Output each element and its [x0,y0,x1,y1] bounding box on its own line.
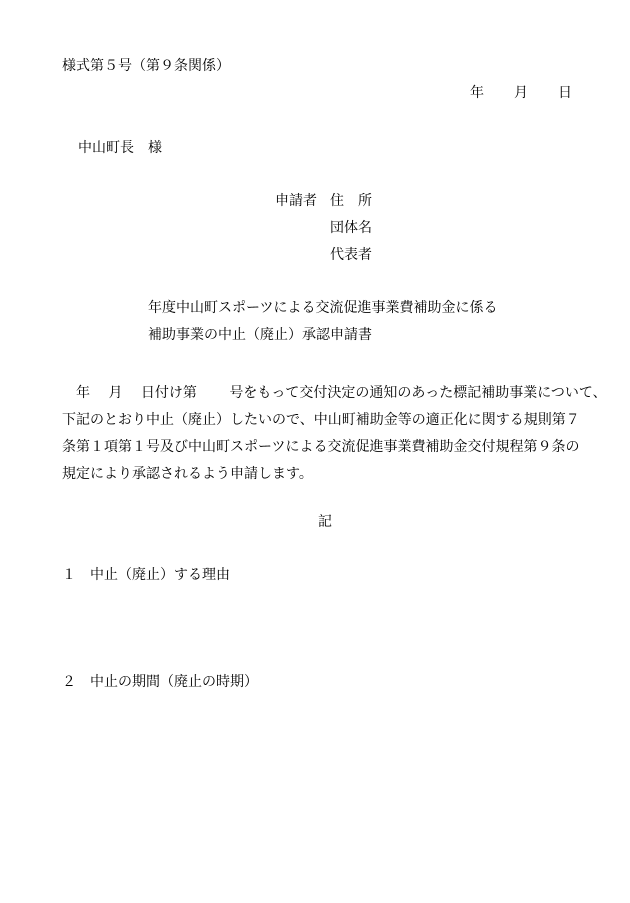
notation-ki: 記 [318,514,332,530]
body-line-4: 規定により承認されるよう申請します。 [62,466,313,482]
document-title-line-1: 年度中山町スポーツによる交流促進事業費補助金に係る [148,300,498,316]
body-line-3: 条第１項第１号及び中山町スポーツによる交流促進事業費補助金交付規程第９条の [62,439,580,455]
body-paragraph [62,380,607,488]
item-2 [62,674,258,690]
item-2-number: ２ [62,674,76,690]
item-1 [62,567,230,583]
applicant-group-name-label: 団体名 [330,220,372,236]
addressee: 中山町長 様 [78,140,162,156]
applicant-address-label: 住 所 [330,193,372,209]
date-year-label: 年 [470,85,484,101]
applicant-label: 申請者 [275,193,317,209]
item-1-number: １ [62,567,76,583]
date-day-label: 日 [558,85,572,101]
item-2-label: 中止の期間（廃止の時期） [90,674,258,690]
body-line-2: 下記のとおり中止（廃止）したいので、中山町補助金等の適正化に関する規則第７ [62,412,580,428]
document-title-line-2: 補助事業の中止（廃止）承認申請書 [148,327,372,343]
date-month-label: 月 [514,85,528,101]
item-1-label: 中止（廃止）する理由 [90,567,230,583]
form-number: 様式第５号（第９条関係） [62,58,230,74]
body-line-1: 年 月 日付け第 号をもって交付決定の通知のあった標記補助事業について、 [62,385,607,401]
applicant-representative-label: 代表者 [330,247,372,263]
